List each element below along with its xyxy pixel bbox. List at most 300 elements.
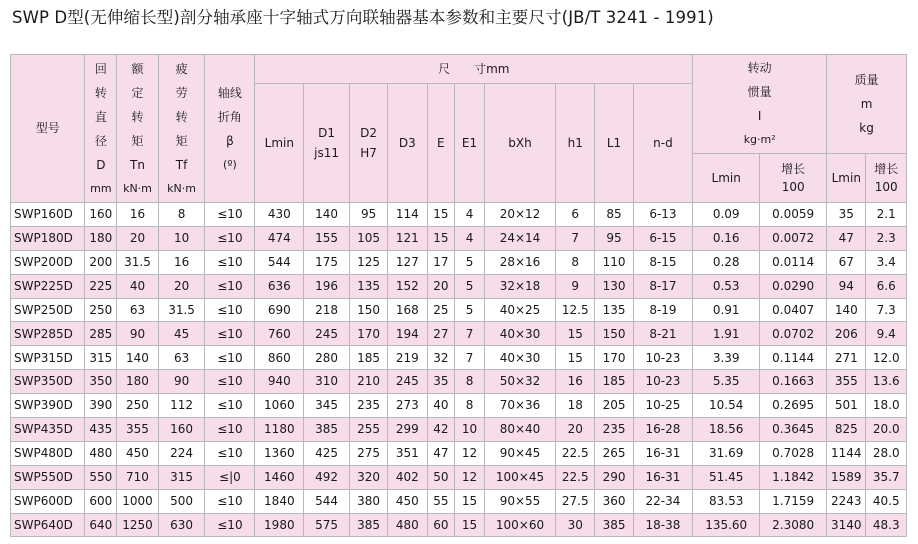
value-cell: 121 — [388, 226, 427, 250]
value-cell: 10 — [158, 226, 205, 250]
value-cell: 2.3 — [866, 226, 907, 250]
header-lmin: Lmin — [255, 84, 304, 203]
value-cell: 0.91 — [693, 298, 760, 322]
model-cell: SWP350D — [11, 370, 85, 394]
value-cell: 168 — [388, 298, 427, 322]
value-cell: 24×14 — [484, 226, 555, 250]
table-row — [11, 489, 907, 513]
value-cell: 1060 — [255, 394, 304, 418]
value-cell: 100×60 — [484, 513, 555, 537]
table-row — [11, 441, 907, 465]
value-cell: 47 — [427, 441, 455, 465]
value-cell: 8-15 — [633, 250, 693, 274]
table-row — [11, 226, 907, 250]
value-cell: 48.3 — [866, 513, 907, 537]
value-cell: 55 — [427, 489, 455, 513]
value-cell: 550 — [85, 465, 117, 489]
value-cell: 430 — [255, 203, 304, 227]
value-cell: 100×45 — [484, 465, 555, 489]
value-cell: 206 — [827, 322, 866, 346]
value-cell: 16 — [556, 370, 595, 394]
value-cell: 125 — [349, 250, 387, 274]
value-cell: 94 — [827, 274, 866, 298]
value-cell: 360 — [595, 489, 633, 513]
value-cell: 1.1842 — [760, 465, 827, 489]
value-cell: 1.7159 — [760, 489, 827, 513]
value-cell: ≤10 — [205, 370, 255, 394]
value-cell: 385 — [349, 513, 387, 537]
value-cell: 0.09 — [693, 203, 760, 227]
value-cell: 351 — [388, 441, 427, 465]
value-cell: 15 — [556, 346, 595, 370]
value-cell: 492 — [304, 465, 350, 489]
value-cell: 12 — [455, 465, 485, 489]
value-cell: 17 — [427, 250, 455, 274]
value-cell: 20 — [556, 418, 595, 442]
value-cell: 22.5 — [556, 465, 595, 489]
value-cell: 63 — [158, 346, 205, 370]
value-cell: ≤10 — [205, 418, 255, 442]
table-row — [11, 346, 907, 370]
value-cell: 8 — [556, 250, 595, 274]
value-cell: 20 — [117, 226, 158, 250]
value-cell: 630 — [158, 513, 205, 537]
value-cell: 385 — [595, 513, 633, 537]
value-cell: 0.1144 — [760, 346, 827, 370]
value-cell: 218 — [304, 298, 350, 322]
value-cell: 13.6 — [866, 370, 907, 394]
value-cell: 640 — [85, 513, 117, 537]
value-cell: 32×18 — [484, 274, 555, 298]
value-cell: 219 — [388, 346, 427, 370]
value-cell: 1840 — [255, 489, 304, 513]
value-cell: 85 — [595, 203, 633, 227]
table-row — [11, 250, 907, 274]
value-cell: 25 — [427, 298, 455, 322]
table-row — [11, 513, 907, 537]
value-cell: 51.45 — [693, 465, 760, 489]
table-row — [11, 418, 907, 442]
value-cell: ≤10 — [205, 322, 255, 346]
value-cell: 18.56 — [693, 418, 760, 442]
model-cell: SWP550D — [11, 465, 85, 489]
value-cell: ≤10 — [205, 394, 255, 418]
value-cell: 135 — [349, 274, 387, 298]
model-cell: SWP180D — [11, 226, 85, 250]
value-cell: ≤10 — [205, 250, 255, 274]
header-dimensions-group: 尺 寸mm — [255, 55, 693, 84]
value-cell: 10-23 — [633, 370, 693, 394]
header-axis-angle: 轴线 折角 β (º) — [205, 55, 255, 203]
value-cell: 224 — [158, 441, 205, 465]
value-cell: 474 — [255, 226, 304, 250]
parameter-table — [10, 54, 907, 537]
value-cell: 0.0059 — [760, 203, 827, 227]
value-cell: 42 — [427, 418, 455, 442]
value-cell: 95 — [595, 226, 633, 250]
value-cell: 30 — [556, 513, 595, 537]
header-mass-group: 质量 m kg — [827, 55, 907, 154]
value-cell: 135.60 — [693, 513, 760, 537]
value-cell: 40.5 — [866, 489, 907, 513]
value-cell: 8-19 — [633, 298, 693, 322]
value-cell: 575 — [304, 513, 350, 537]
value-cell: 425 — [304, 441, 350, 465]
header-l1: L1 — [595, 84, 633, 203]
page-title: SWP D型(无伸缩长型)剖分轴承座十字轴式万向联轴器基本参数和主要尺寸(JB/T 3241 - 1991) — [12, 8, 714, 27]
value-cell: 140 — [827, 298, 866, 322]
value-cell: 28×16 — [484, 250, 555, 274]
header-bxh: bXh — [484, 84, 555, 203]
value-cell: ≤10 — [205, 346, 255, 370]
value-cell: 235 — [349, 394, 387, 418]
value-cell: 12 — [455, 441, 485, 465]
value-cell: 7 — [455, 346, 485, 370]
value-cell: ≤10 — [205, 203, 255, 227]
value-cell: 83.53 — [693, 489, 760, 513]
value-cell: 6 — [556, 203, 595, 227]
value-cell: 20 — [158, 274, 205, 298]
value-cell: 450 — [388, 489, 427, 513]
value-cell: 320 — [349, 465, 387, 489]
value-cell: 9.4 — [866, 322, 907, 346]
value-cell: 63 — [117, 298, 158, 322]
header-inertia-group: 转动 惯量 I kg·m² — [693, 55, 827, 154]
value-cell: ≤10 — [205, 441, 255, 465]
value-cell: 90×55 — [484, 489, 555, 513]
value-cell: 15 — [455, 513, 485, 537]
header-inertia-lmin: Lmin — [693, 154, 760, 203]
value-cell: 22.5 — [556, 441, 595, 465]
value-cell: 16-28 — [633, 418, 693, 442]
value-cell: 0.1663 — [760, 370, 827, 394]
value-cell: ≤10 — [205, 489, 255, 513]
value-cell: 0.16 — [693, 226, 760, 250]
value-cell: 16-31 — [633, 465, 693, 489]
value-cell: 8-21 — [633, 322, 693, 346]
value-cell: 31.69 — [693, 441, 760, 465]
table-row — [11, 394, 907, 418]
value-cell: 1.91 — [693, 322, 760, 346]
header-rotation-diameter: 回 转 直 径 D mm — [85, 55, 117, 203]
value-cell: 10-23 — [633, 346, 693, 370]
value-cell: 0.0072 — [760, 226, 827, 250]
header-e: E — [427, 84, 455, 203]
value-cell: 160 — [158, 418, 205, 442]
value-cell: 70×36 — [484, 394, 555, 418]
value-cell: 194 — [388, 322, 427, 346]
value-cell: 1980 — [255, 513, 304, 537]
model-cell: SWP640D — [11, 513, 85, 537]
value-cell: 690 — [255, 298, 304, 322]
value-cell: 5 — [455, 298, 485, 322]
value-cell: 127 — [388, 250, 427, 274]
value-cell: 196 — [304, 274, 350, 298]
value-cell: 60 — [427, 513, 455, 537]
value-cell: 315 — [85, 346, 117, 370]
value-cell: 250 — [117, 394, 158, 418]
value-cell: 6.6 — [866, 274, 907, 298]
value-cell: 0.0407 — [760, 298, 827, 322]
value-cell: 7.3 — [866, 298, 907, 322]
value-cell: 114 — [388, 203, 427, 227]
value-cell: 20 — [427, 274, 455, 298]
value-cell: 310 — [304, 370, 350, 394]
value-cell: 200 — [85, 250, 117, 274]
value-cell: 0.3645 — [760, 418, 827, 442]
value-cell: 1144 — [827, 441, 866, 465]
value-cell: 185 — [349, 346, 387, 370]
value-cell: 3.39 — [693, 346, 760, 370]
value-cell: 280 — [304, 346, 350, 370]
value-cell: 90 — [117, 322, 158, 346]
value-cell: 8-17 — [633, 274, 693, 298]
table-row — [11, 465, 907, 489]
value-cell: 150 — [595, 322, 633, 346]
value-cell: 31.5 — [117, 250, 158, 274]
model-cell: SWP285D — [11, 322, 85, 346]
value-cell: 95 — [349, 203, 387, 227]
value-cell: 350 — [85, 370, 117, 394]
value-cell: 2243 — [827, 489, 866, 513]
value-cell: 0.0114 — [760, 250, 827, 274]
value-cell: 0.2695 — [760, 394, 827, 418]
value-cell: 636 — [255, 274, 304, 298]
model-cell: SWP160D — [11, 203, 85, 227]
value-cell: 8 — [158, 203, 205, 227]
value-cell: 8 — [455, 394, 485, 418]
value-cell: 285 — [85, 322, 117, 346]
value-cell: 9 — [556, 274, 595, 298]
value-cell: ≤|0 — [205, 465, 255, 489]
value-cell: 40 — [117, 274, 158, 298]
value-cell: 3.4 — [866, 250, 907, 274]
value-cell: 35 — [827, 203, 866, 227]
value-cell: 7 — [455, 322, 485, 346]
value-cell: 501 — [827, 394, 866, 418]
header-mass-lmin: Lmin — [827, 154, 866, 203]
value-cell: 22-34 — [633, 489, 693, 513]
value-cell: 15 — [455, 489, 485, 513]
value-cell: 40×25 — [484, 298, 555, 322]
value-cell: 345 — [304, 394, 350, 418]
value-cell: 210 — [349, 370, 387, 394]
value-cell: 1589 — [827, 465, 866, 489]
table-row — [11, 322, 907, 346]
value-cell: 40 — [427, 394, 455, 418]
value-cell: 135 — [595, 298, 633, 322]
value-cell: 1460 — [255, 465, 304, 489]
value-cell: 402 — [388, 465, 427, 489]
value-cell: 710 — [117, 465, 158, 489]
value-cell: 205 — [595, 394, 633, 418]
value-cell: 2.1 — [866, 203, 907, 227]
model-cell: SWP315D — [11, 346, 85, 370]
value-cell: 6-15 — [633, 226, 693, 250]
value-cell: 175 — [304, 250, 350, 274]
table-row — [11, 203, 907, 227]
value-cell: 40×30 — [484, 346, 555, 370]
value-cell: 0.28 — [693, 250, 760, 274]
value-cell: 7 — [556, 226, 595, 250]
value-cell: 40×30 — [484, 322, 555, 346]
header-model: 型号 — [11, 55, 85, 203]
value-cell: 170 — [595, 346, 633, 370]
value-cell: 1000 — [117, 489, 158, 513]
value-cell: 67 — [827, 250, 866, 274]
value-cell: 20×12 — [484, 203, 555, 227]
value-cell: 380 — [349, 489, 387, 513]
value-cell: 0.7028 — [760, 441, 827, 465]
value-cell: 385 — [304, 418, 350, 442]
value-cell: 8 — [455, 370, 485, 394]
value-cell: 250 — [85, 298, 117, 322]
value-cell: 12.5 — [556, 298, 595, 322]
value-cell: 5.35 — [693, 370, 760, 394]
value-cell: 18 — [556, 394, 595, 418]
value-cell: 1180 — [255, 418, 304, 442]
value-cell: 50×32 — [484, 370, 555, 394]
value-cell: 355 — [117, 418, 158, 442]
value-cell: 15 — [427, 226, 455, 250]
value-cell: 16 — [117, 203, 158, 227]
value-cell: 4 — [455, 203, 485, 227]
value-cell: 273 — [388, 394, 427, 418]
value-cell: 544 — [304, 489, 350, 513]
value-cell: 47 — [827, 226, 866, 250]
value-cell: 50 — [427, 465, 455, 489]
value-cell: 245 — [304, 322, 350, 346]
value-cell: 10.54 — [693, 394, 760, 418]
value-cell: 152 — [388, 274, 427, 298]
model-cell: SWP390D — [11, 394, 85, 418]
value-cell: 4 — [455, 226, 485, 250]
value-cell: 5 — [455, 274, 485, 298]
table-body — [11, 203, 907, 537]
value-cell: 155 — [304, 226, 350, 250]
value-cell: 10 — [455, 418, 485, 442]
value-cell: 140 — [117, 346, 158, 370]
value-cell: 390 — [85, 394, 117, 418]
value-cell: 27 — [427, 322, 455, 346]
value-cell: 600 — [85, 489, 117, 513]
value-cell: 18.0 — [866, 394, 907, 418]
value-cell: 299 — [388, 418, 427, 442]
value-cell: 3140 — [827, 513, 866, 537]
value-cell: 5 — [455, 250, 485, 274]
value-cell: 825 — [827, 418, 866, 442]
value-cell: 110 — [595, 250, 633, 274]
value-cell: 940 — [255, 370, 304, 394]
value-cell: 150 — [349, 298, 387, 322]
value-cell: 860 — [255, 346, 304, 370]
value-cell: 18-38 — [633, 513, 693, 537]
model-cell: SWP480D — [11, 441, 85, 465]
value-cell: 245 — [388, 370, 427, 394]
value-cell: 315 — [158, 465, 205, 489]
header-mass-increment: 增长 100 — [866, 154, 907, 203]
value-cell: 355 — [827, 370, 866, 394]
header-rated-torque: 额 定 转 矩 Tn kN·m — [117, 55, 158, 203]
value-cell: 480 — [388, 513, 427, 537]
value-cell: 275 — [349, 441, 387, 465]
header-nd: n-d — [633, 84, 693, 203]
value-cell: 255 — [349, 418, 387, 442]
header-e1: E1 — [455, 84, 485, 203]
value-cell: 435 — [85, 418, 117, 442]
value-cell: 112 — [158, 394, 205, 418]
header-d3: D3 — [388, 84, 427, 203]
value-cell: 290 — [595, 465, 633, 489]
table-row — [11, 370, 907, 394]
value-cell: ≤10 — [205, 513, 255, 537]
value-cell: 35.7 — [866, 465, 907, 489]
model-cell: SWP225D — [11, 274, 85, 298]
value-cell: 185 — [595, 370, 633, 394]
value-cell: 80×40 — [484, 418, 555, 442]
value-cell: 1250 — [117, 513, 158, 537]
value-cell: 0.0702 — [760, 322, 827, 346]
value-cell: 0.0290 — [760, 274, 827, 298]
value-cell: 2.3080 — [760, 513, 827, 537]
value-cell: 15 — [556, 322, 595, 346]
value-cell: 10-25 — [633, 394, 693, 418]
value-cell: 140 — [304, 203, 350, 227]
value-cell: 6-13 — [633, 203, 693, 227]
value-cell: 90 — [158, 370, 205, 394]
value-cell: 760 — [255, 322, 304, 346]
value-cell: 235 — [595, 418, 633, 442]
value-cell: 225 — [85, 274, 117, 298]
value-cell: 180 — [117, 370, 158, 394]
table-row — [11, 298, 907, 322]
value-cell: 20.0 — [866, 418, 907, 442]
value-cell: 12.0 — [866, 346, 907, 370]
value-cell: 170 — [349, 322, 387, 346]
header-d1: D1 js11 — [304, 84, 350, 203]
model-cell: SWP200D — [11, 250, 85, 274]
value-cell: 265 — [595, 441, 633, 465]
value-cell: 45 — [158, 322, 205, 346]
value-cell: 16 — [158, 250, 205, 274]
value-cell: 544 — [255, 250, 304, 274]
header-inertia-increment: 增长 100 — [760, 154, 827, 203]
value-cell: 31.5 — [158, 298, 205, 322]
header-d2: D2 H7 — [349, 84, 387, 203]
value-cell: ≤10 — [205, 226, 255, 250]
value-cell: 130 — [595, 274, 633, 298]
value-cell: 1360 — [255, 441, 304, 465]
value-cell: 0.53 — [693, 274, 760, 298]
value-cell: 28.0 — [866, 441, 907, 465]
value-cell: 15 — [427, 203, 455, 227]
header-h1: h1 — [556, 84, 595, 203]
value-cell: 90×45 — [484, 441, 555, 465]
value-cell: ≤10 — [205, 274, 255, 298]
value-cell: 16-31 — [633, 441, 693, 465]
value-cell: ≤10 — [205, 298, 255, 322]
value-cell: 500 — [158, 489, 205, 513]
value-cell: 105 — [349, 226, 387, 250]
value-cell: 35 — [427, 370, 455, 394]
value-cell: 480 — [85, 441, 117, 465]
model-cell: SWP600D — [11, 489, 85, 513]
model-cell: SWP250D — [11, 298, 85, 322]
value-cell: 271 — [827, 346, 866, 370]
table-row — [11, 274, 907, 298]
value-cell: 160 — [85, 203, 117, 227]
value-cell: 450 — [117, 441, 158, 465]
